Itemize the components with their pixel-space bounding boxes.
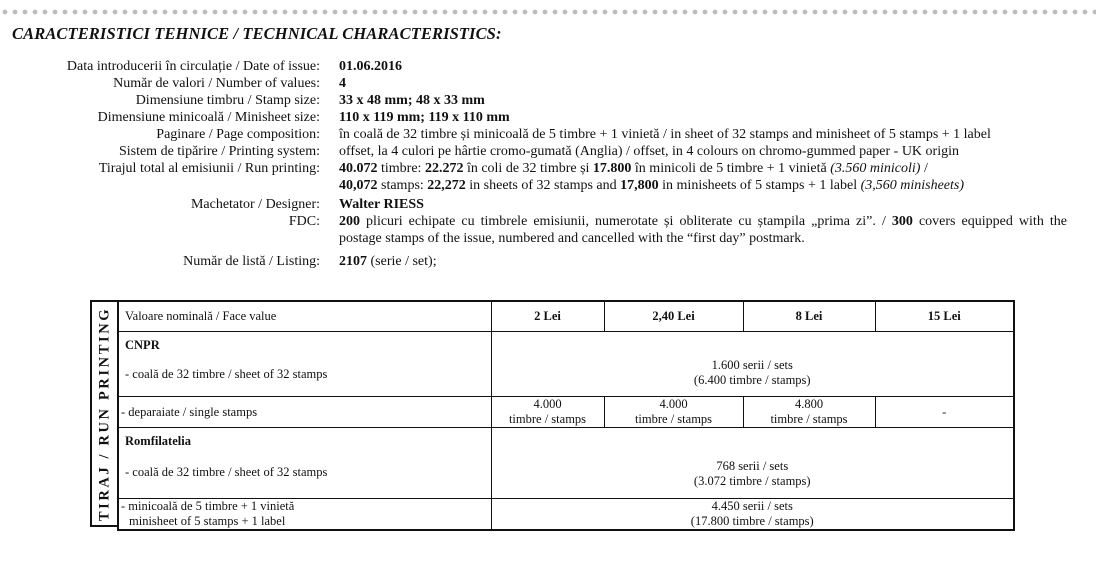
spec-label: FDC: [288,214,320,229]
column-header: 15 Lei [875,301,1014,332]
spec-label: Tirajul total al emisiunii / Run printing: [98,161,320,176]
table-cell: 4.000 timbre / stamps [604,397,743,428]
spec-value: în coală de 32 timbre și minicoală de 5 timbre + 1 vinietă / in sheet of 32 stamps and minisheet of 5 stamps + 1 label [339,127,991,142]
spec-label: Dimensiune timbru / Stamp size: [135,93,320,108]
column-header: 8 Lei [743,301,875,332]
spec-value: offset, la 4 culori pe hârtie cromo-gumată (Anglia) / offset, in 4 colours on chromo-gummed paper - UK origin [339,144,959,159]
row-label: - coală de 32 timbre / sheet of 32 stamps [125,367,328,381]
run-printing-table [117,300,1015,531]
spec-row-date [0,58,1096,75]
group-label-romfilatelia: Romfilatelia [125,434,191,448]
table-cell: - [875,397,1014,428]
spec-value: 110 x 119 mm; 119 x 110 mm [339,110,510,125]
table-header-row [118,301,1014,332]
spec-label: Data introducerii în circulație / Date of issue: [66,59,320,74]
spec-value: 2107 (serie / set); [339,254,437,269]
romfilatelia-cell [118,428,491,499]
group-label-cnpr: CNPR [125,338,160,352]
spec-row-page [0,126,1096,143]
table-cell: 4.000 timbre / stamps [491,397,604,428]
spec-row-values [0,75,1096,92]
column-header: 2,40 Lei [604,301,743,332]
row-label: - coală de 32 timbre / sheet of 32 stamps [125,465,328,479]
spec-value: 4 [339,76,346,91]
spec-value-run-line1: 40.072 timbre: 22.272 în coli de 32 timbre și 17.800 în minicoli de 5 timbre + 1 vinietă (3.560 minicoli) / [339,161,928,176]
table-row [118,499,1014,531]
section-title: CARACTERISTICI TEHNICE / TECHNICAL CHARACTERISTICS: [12,24,502,43]
spec-row-minisheet-size [0,109,1096,126]
spec-label: Număr de valori / Number of values: [113,76,320,91]
table-row [118,428,1014,499]
spec-value-fdc: 200 plicuri echipate cu timbrele emisiunii, numerotate și obliterate cu ștampila „prima zi”. / 300 covers equipped with the postage stamps of the issue, numbered and cancelled with the “first day” postmark. [339,214,1067,246]
table-cell: 768 serii / sets (3.072 timbre / stamps) [491,428,1014,499]
spec-label: Dimensiune minicoală / Minisheet size: [97,110,320,125]
table-cell: 4.450 serii / sets (17.800 timbre / stamps) [491,499,1014,531]
table-row [118,397,1014,428]
vertical-side-label: TIRAJ / RUN PRINTING [90,300,117,527]
spec-value: 01.06.2016 [339,59,402,74]
spec-row-listing [0,253,1096,270]
row-label: - minicoală de 5 timbre + 1 vinietă minisheet of 5 stamps + 1 label [118,499,491,531]
spec-value-run-line2: 40,072 stamps: 22,272 in sheets of 32 stamps and 17,800 in minisheets of 5 stamps + 1 label (3,560 minisheets) [339,178,965,193]
spec-row-designer [0,196,1096,213]
spec-row-run-2 [0,177,1096,194]
spec-label: Număr de listă / Listing: [183,254,320,269]
dotted-separator [0,8,1096,16]
table-cell: 4.800 timbre / stamps [743,397,875,428]
table-cell: 1.600 serii / sets (6.400 timbre / stamps) [491,332,1014,397]
spec-value: 33 x 48 mm; 48 x 33 mm [339,93,485,108]
spec-label: Sistem de tipărire / Printing system: [118,144,320,159]
spec-row-stamp-size [0,92,1096,109]
table-row [118,332,1014,397]
cnpr-cell [118,332,491,397]
spec-row-printing [0,143,1096,160]
spec-row-fdc [0,213,1096,247]
spec-row-run [0,160,1096,177]
spec-label: Machetator / Designer: [190,197,320,212]
spec-label: Paginare / Page composition: [156,127,320,142]
spec-value: Walter RIESS [339,197,424,212]
column-header: 2 Lei [491,301,604,332]
row-label: - deparaiate / single stamps [118,397,491,428]
face-value-header: Valoare nominală / Face value [118,301,491,332]
